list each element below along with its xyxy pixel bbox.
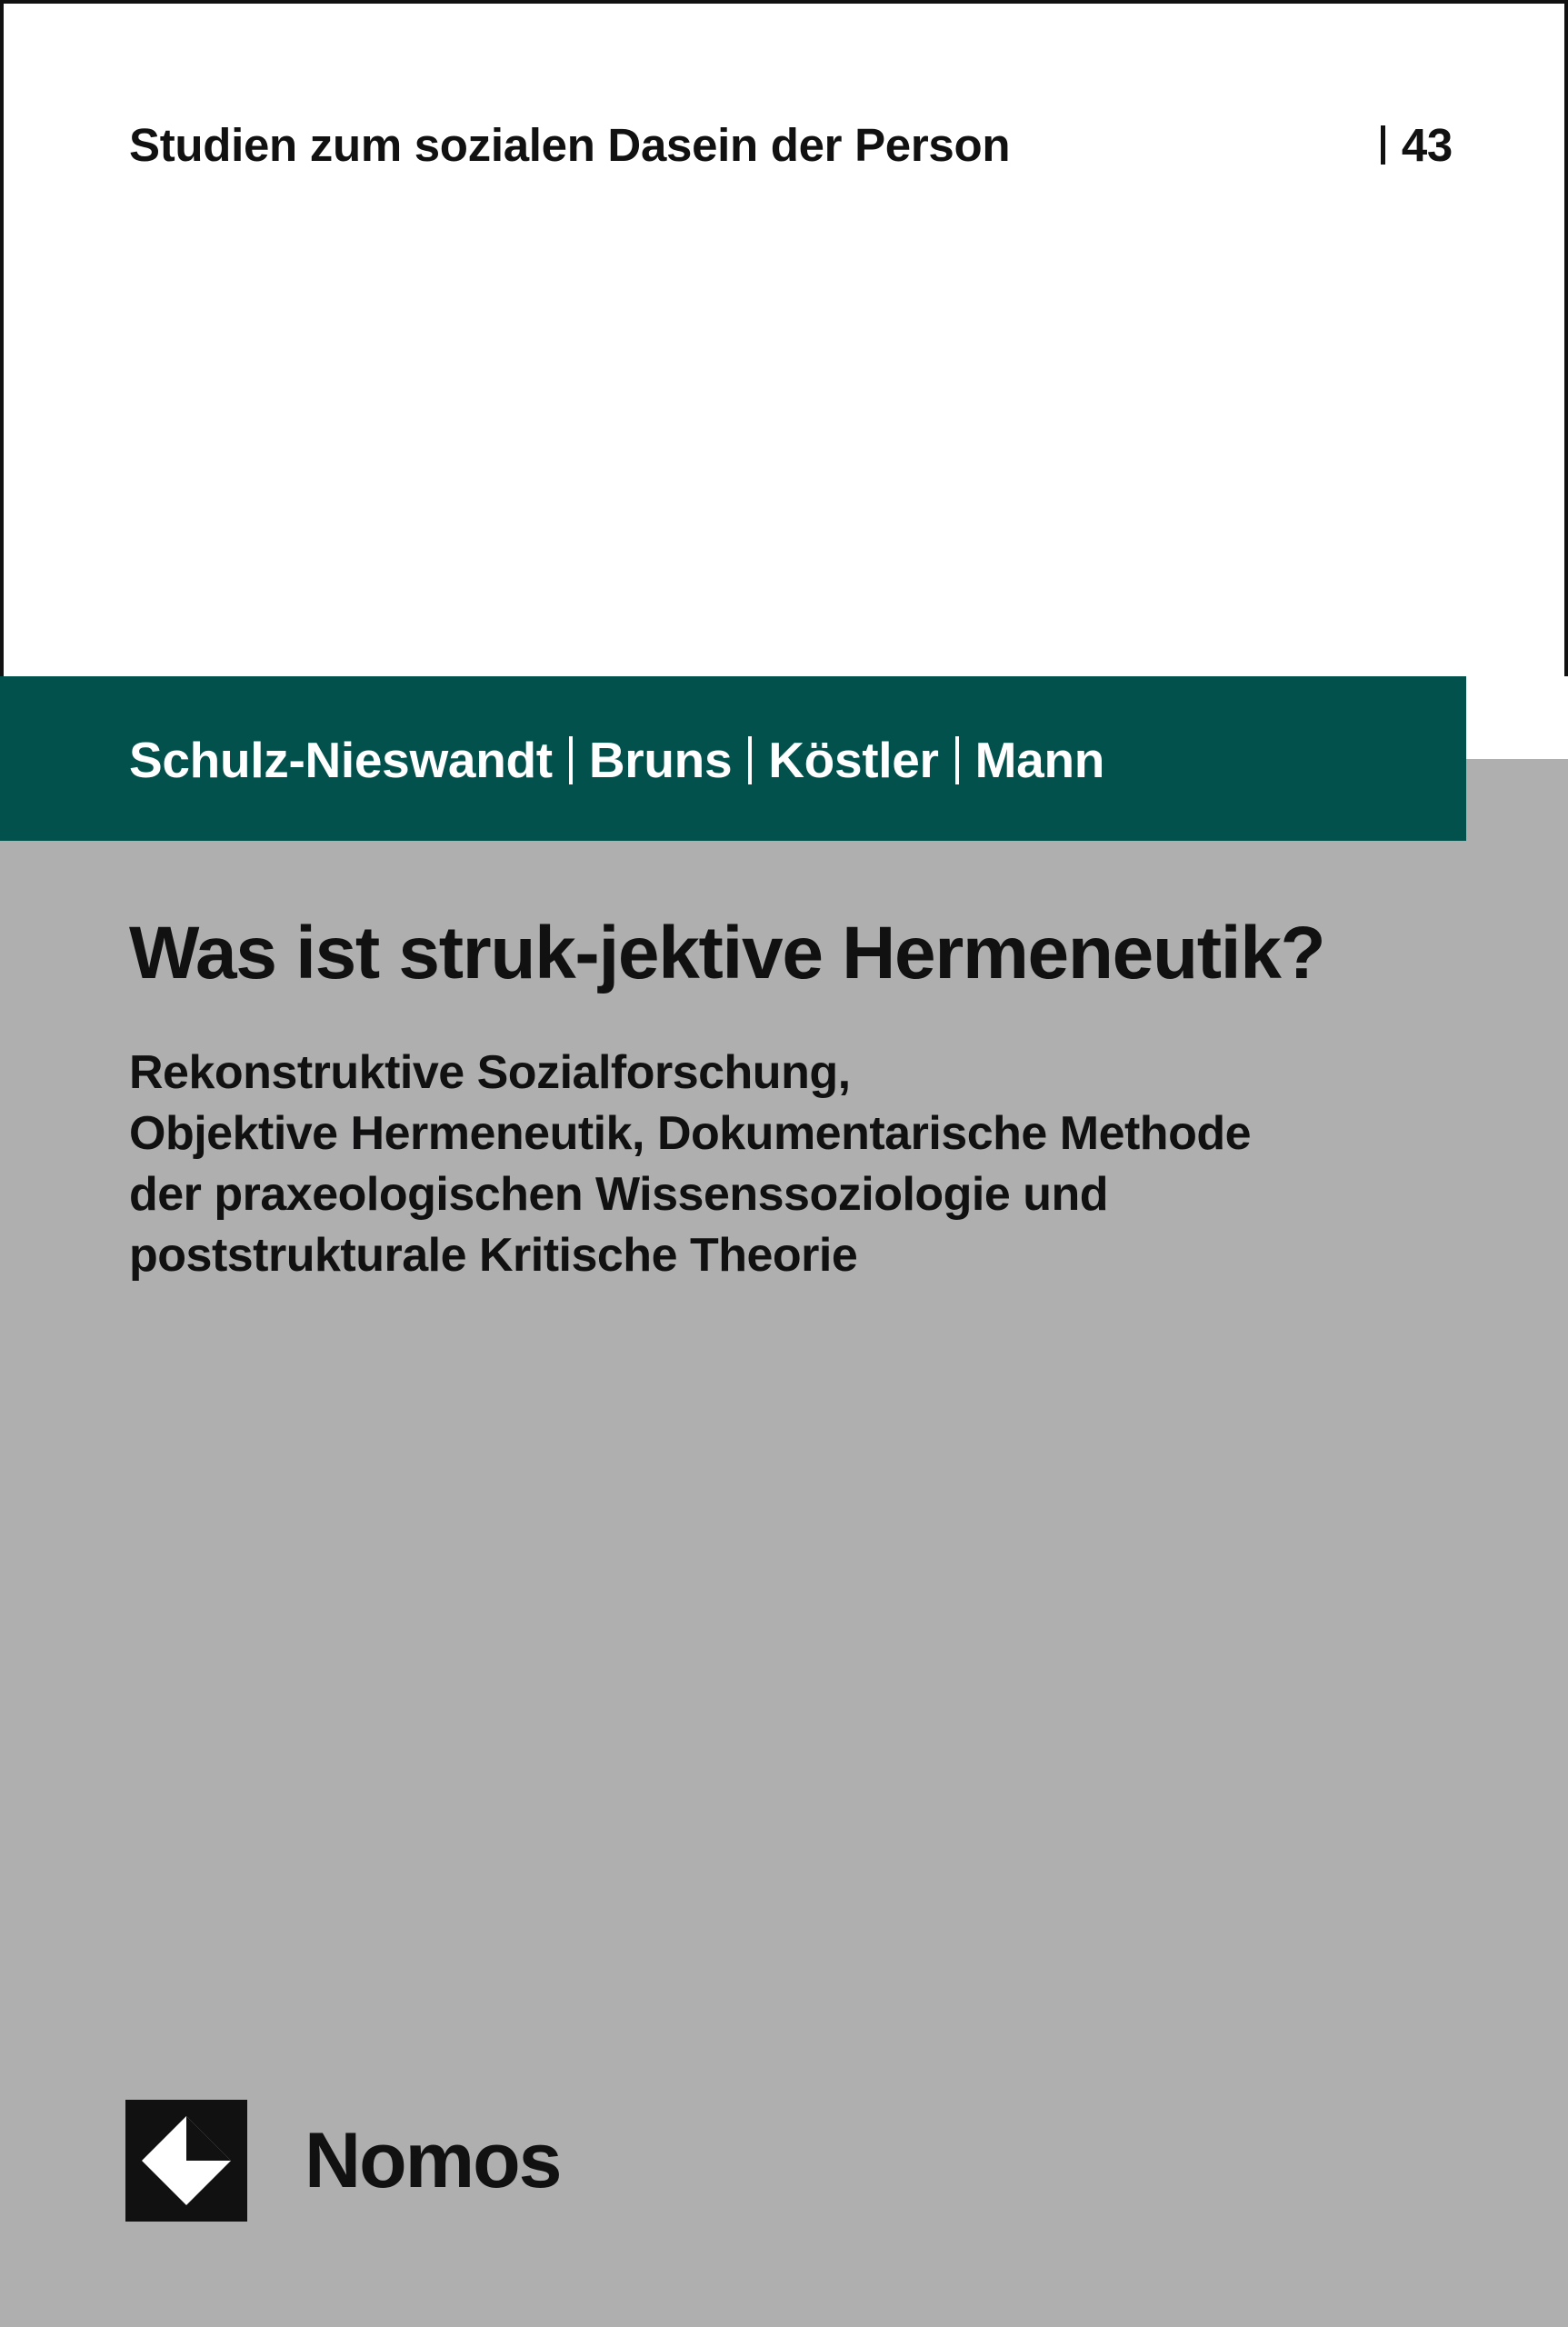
series-number-divider <box>1381 125 1385 165</box>
subtitle-line: poststrukturale Kritische Theorie <box>129 1229 858 1282</box>
author-list <box>129 725 1104 794</box>
author-name: Bruns <box>588 732 733 788</box>
author-divider <box>569 736 573 784</box>
book-title: Was ist struk-jektive Hermeneutik? <box>129 912 1325 994</box>
author-name: Mann <box>974 732 1105 788</box>
author-divider <box>748 736 752 784</box>
subtitle-line: der praxeologischen Wissenssoziologie und <box>129 1168 1109 1221</box>
author-name: Schulz-Nieswandt <box>129 732 553 788</box>
author-divider <box>955 736 959 784</box>
subtitle-line: Objektive Hermeneutik, Dokumentarische Methode <box>129 1107 1252 1160</box>
book-subtitle <box>129 1043 1383 1286</box>
series-title: Studien zum sozialen Dasein der Person <box>129 118 1011 171</box>
publisher-name: Nomos <box>305 2117 561 2204</box>
series-number-group <box>1381 118 1453 172</box>
series-number: 43 <box>1401 118 1453 171</box>
publisher-logo <box>125 2100 560 2222</box>
white-right-edge-strip <box>1466 676 1568 759</box>
series-header <box>129 113 1453 176</box>
author-name: Köstler <box>768 732 939 788</box>
nomos-logo-icon <box>125 2100 247 2222</box>
subtitle-line: Rekonstruktive Sozialforschung, <box>129 1046 851 1099</box>
